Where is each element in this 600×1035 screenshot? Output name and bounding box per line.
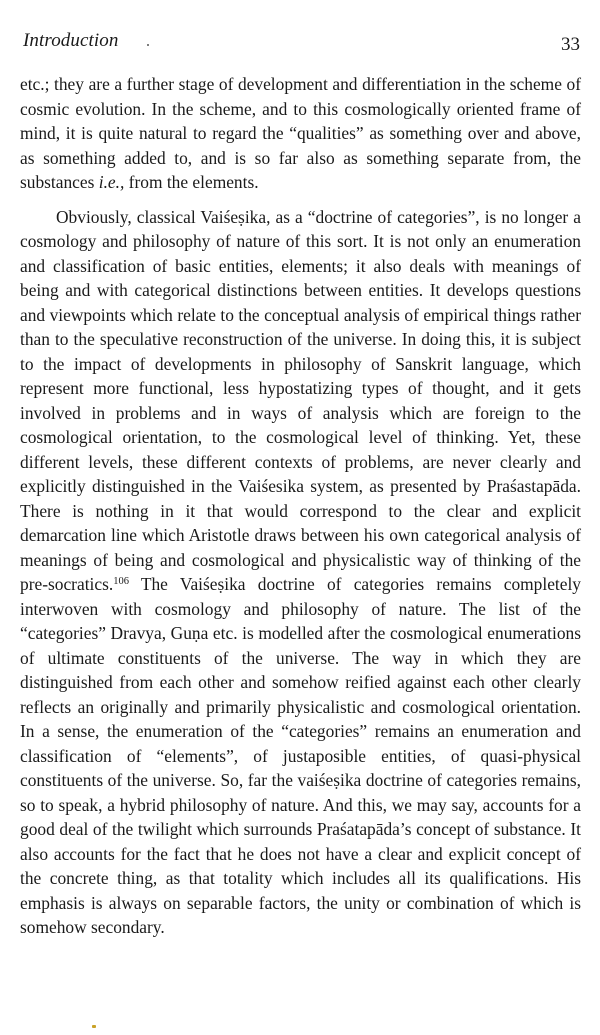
paragraph-2-text-a: Obviously, classical Vaiśeṣika, as a “doctrine of categories”, is no longer a cosmology and philosophy of nature of this sort. It is not only an enumeration and classification of basic entities, elements; it also deals with meanings of being and with categorical distinctions between entities. It develops questions and viewpoints which relate to the conceptual analysis of empirical things rather than to the speculative reconstruction of the universe. In doing this, it is subject to the impact of developments in philosophy of Sanskrit language, which represent more functional, less hypostatizing types of thought, and it gets involved in problems and in ways of analysis which are foreign to the cosmological orientation, to the cosmological level of thinking. Yet, these different levels, these different contexts of problems, are never clearly and explicitly distinguished in the Vaiśesika system, as presented by Praśastapāda. There is nothing in it that would correspond to the clear and explicit demarcation line which Aristotle draws between his own categorical analysis of meanings of being and cosmological and physicalistic way of thinking of the pre-socratics. [20, 206, 581, 594]
paragraph-1-italic-ie: i.e., [98, 172, 125, 192]
paragraph-2-text-b: The Vaiśeṣika doctrine of categories remains completely interwoven with cosmology and philosophy of nature. The list of the “categories” Dravya, Guṇa etc. is modelled after the cosmological enumerations of ultimate constituents of the universe. The way in which they are distinguished from each other and somehow reified against each other clearly reflects an originally and primarily physicalistic and cosmological orientation. In a sense, the enumeration of the “categories” remains an enumeration and classification of “elements”, of justaposible entities, of quasi-physical constituents of the universe. So, far the vaiśeṣika doctrine of categories remains, so to speak, a hybrid philosophy of nature. And this, we may say, accounts for a good deal of the twilight which surrounds Praśatapāda’s concept of substance. It also accounts for the fact that he does not have a clear and explicit concept of the concrete thing, as that totality which includes all its qualifications. His emphasis is always on separable factors, the unity or combination of which is somehow secondary. [20, 574, 581, 937]
paragraph-1-text: etc.; they are a further stage of development and differentiation in the scheme of cosmic evolution. In the scheme, and to this cosmologically oriented frame of mind, it is quite natural to regard the “qualities” as something over and above, as something added to, and is so far also as something separate from, the substances [20, 74, 581, 192]
print-speck [147, 44, 149, 46]
footnote-reference[interactable]: 106 [113, 576, 129, 587]
body-text [20, 72, 581, 940]
bottom-ink-mark [92, 1025, 96, 1028]
running-head-title: Introduction [23, 30, 119, 51]
paragraph-1 [20, 72, 581, 195]
page-number: 33 [561, 34, 580, 55]
paragraph-1-text-end: from the elements. [124, 172, 259, 192]
paragraph-2 [20, 205, 581, 940]
